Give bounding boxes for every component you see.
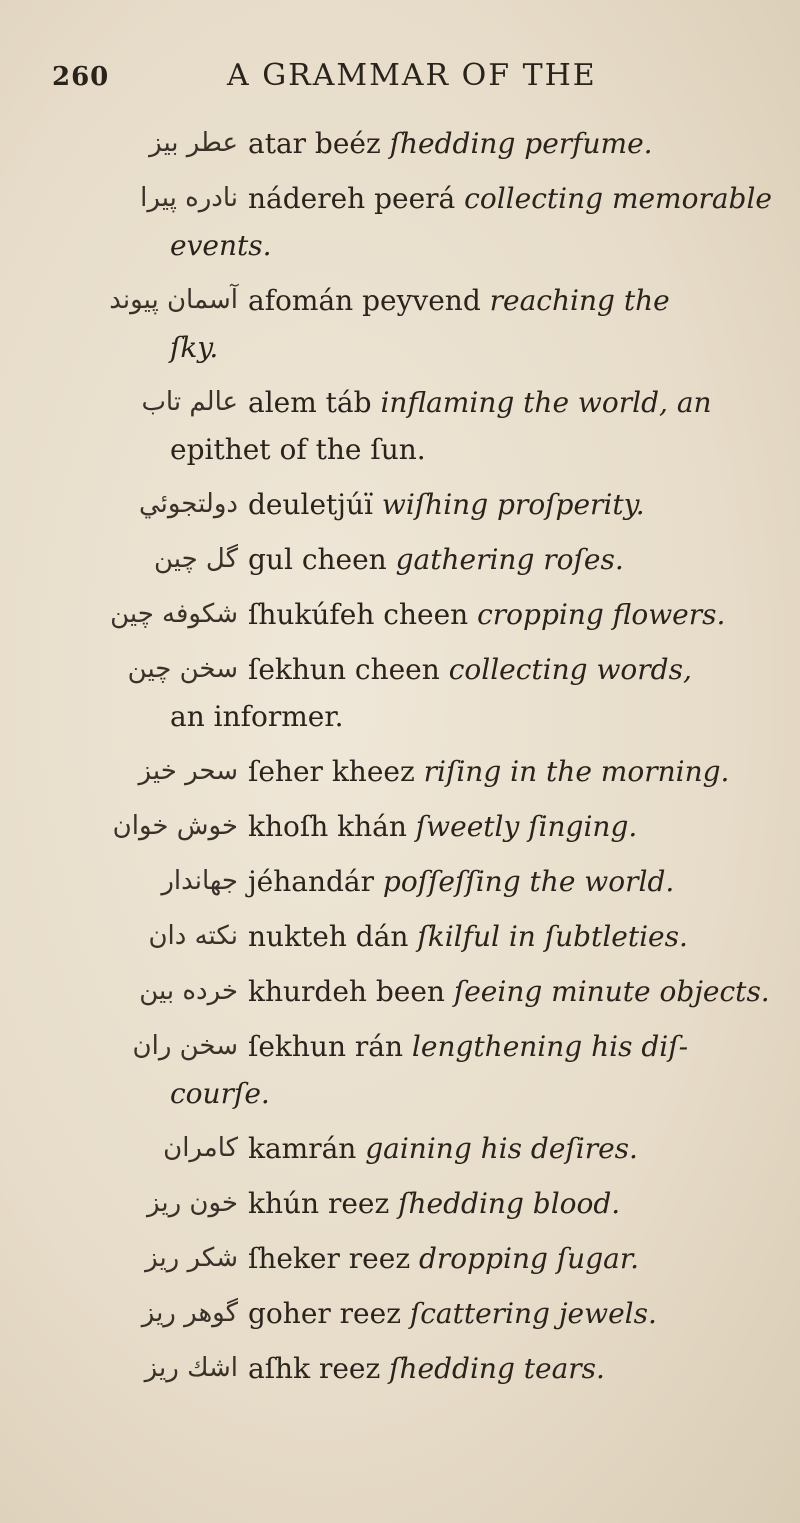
list-item	[0, 1125, 800, 1172]
list-item	[0, 913, 800, 960]
transliteration: khún reez	[248, 1187, 390, 1220]
transliteration: khoſh khán	[248, 810, 407, 843]
meaning: cropping flowers.	[477, 598, 726, 631]
persian-term: سحر خيز	[138, 756, 238, 786]
meaning-continuation: events.	[170, 229, 272, 262]
transliteration: nukteh dán	[248, 920, 409, 953]
list-item	[0, 536, 800, 583]
persian-term: خون ريز	[147, 1188, 238, 1218]
transliteration: afomán peyvend	[248, 284, 481, 317]
persian-term: كامران	[163, 1133, 238, 1163]
meaning: gathering roſes.	[395, 543, 624, 576]
meaning: wiſhing proſperity.	[381, 488, 645, 521]
persian-term: سخن ران	[132, 1031, 238, 1061]
meaning: ſkilful in ſubtleties.	[417, 920, 688, 953]
page-number: 260	[52, 62, 110, 92]
transliteration: ſhukúfeh cheen	[248, 598, 469, 631]
persian-term: شكر ريز	[145, 1243, 238, 1273]
transliteration: nádereh peerá	[248, 182, 456, 215]
transliteration: ſheker reez	[248, 1242, 411, 1275]
list-item	[0, 277, 800, 371]
list-item	[0, 1023, 800, 1117]
transliteration: deuletjúï	[248, 488, 373, 521]
persian-term: عطر بيز	[149, 128, 238, 158]
meaning: ſcattering jewels.	[409, 1297, 657, 1330]
list-item	[0, 968, 800, 1015]
transliteration: gul cheen	[248, 543, 387, 576]
persian-term: خرده بين	[139, 976, 238, 1006]
transliteration: aſhk reez	[248, 1352, 381, 1385]
page-header	[52, 58, 752, 98]
meaning: collecting words,	[448, 653, 692, 686]
transliteration: ſekhun rán	[248, 1030, 404, 1063]
meaning: collecting memorable	[464, 182, 772, 215]
persian-term: خوش خوان	[112, 811, 238, 841]
meaning: ſeeing minute objects.	[453, 975, 770, 1008]
list-item	[0, 1345, 800, 1392]
list-item	[0, 1290, 800, 1337]
persian-term: آسمان پيوند	[109, 285, 238, 315]
list-item	[0, 591, 800, 638]
persian-term: نادره پيرا	[140, 183, 238, 213]
transliteration: alem táb	[248, 386, 372, 419]
meaning: reaching the	[489, 284, 670, 317]
persian-term: اشك ريز	[144, 1353, 238, 1383]
transliteration: goher reez	[248, 1297, 401, 1330]
list-item	[0, 379, 800, 473]
list-item	[0, 120, 800, 167]
meaning: dropping ſugar.	[418, 1242, 640, 1275]
persian-term: عالم تاب	[141, 387, 238, 417]
list-item	[0, 1180, 800, 1227]
meaning: ſhedding tears.	[389, 1352, 605, 1385]
persian-term: گل چين	[153, 544, 238, 574]
list-item	[0, 803, 800, 850]
meaning: gaining his deſires.	[365, 1132, 638, 1165]
meaning: inflaming the world, an	[380, 386, 712, 419]
transliteration: khurdeh been	[248, 975, 445, 1008]
list-item	[0, 481, 800, 528]
meaning: ſweetly ſinging.	[415, 810, 638, 843]
vocabulary-list	[0, 120, 800, 1400]
transliteration: ſekhun cheen	[248, 653, 440, 686]
meaning-continuation: courſe.	[170, 1077, 270, 1110]
transliteration: atar beéz	[248, 127, 381, 160]
transliteration: jéhandár	[248, 865, 375, 898]
list-item	[0, 748, 800, 795]
meaning: lengthening his diſ-	[411, 1030, 689, 1063]
running-title: A GRAMMAR OF THE	[227, 58, 597, 93]
persian-term: جهاندار	[161, 866, 238, 896]
meaning: riſing in the morning.	[423, 755, 730, 788]
meaning-continuation: epithet of the ſun.	[170, 433, 426, 466]
list-item	[0, 175, 800, 269]
meaning: poſſeſſing the world.	[382, 865, 675, 898]
meaning-continuation: ſky.	[170, 331, 219, 364]
list-item	[0, 1235, 800, 1282]
persian-term: نكته دان	[148, 921, 238, 951]
persian-term: گوهر ريز	[141, 1298, 238, 1328]
meaning: ſhedding perfume.	[389, 127, 653, 160]
persian-term: دولتجوئي	[138, 489, 238, 519]
meaning-continuation: an informer.	[170, 700, 344, 733]
transliteration: kamrán	[248, 1132, 357, 1165]
persian-term: شكوفه چين	[110, 599, 238, 629]
persian-term: سخن چين	[127, 654, 238, 684]
meaning: ſhedding blood.	[398, 1187, 621, 1220]
list-item	[0, 646, 800, 740]
list-item	[0, 858, 800, 905]
transliteration: ſeher kheez	[248, 755, 415, 788]
